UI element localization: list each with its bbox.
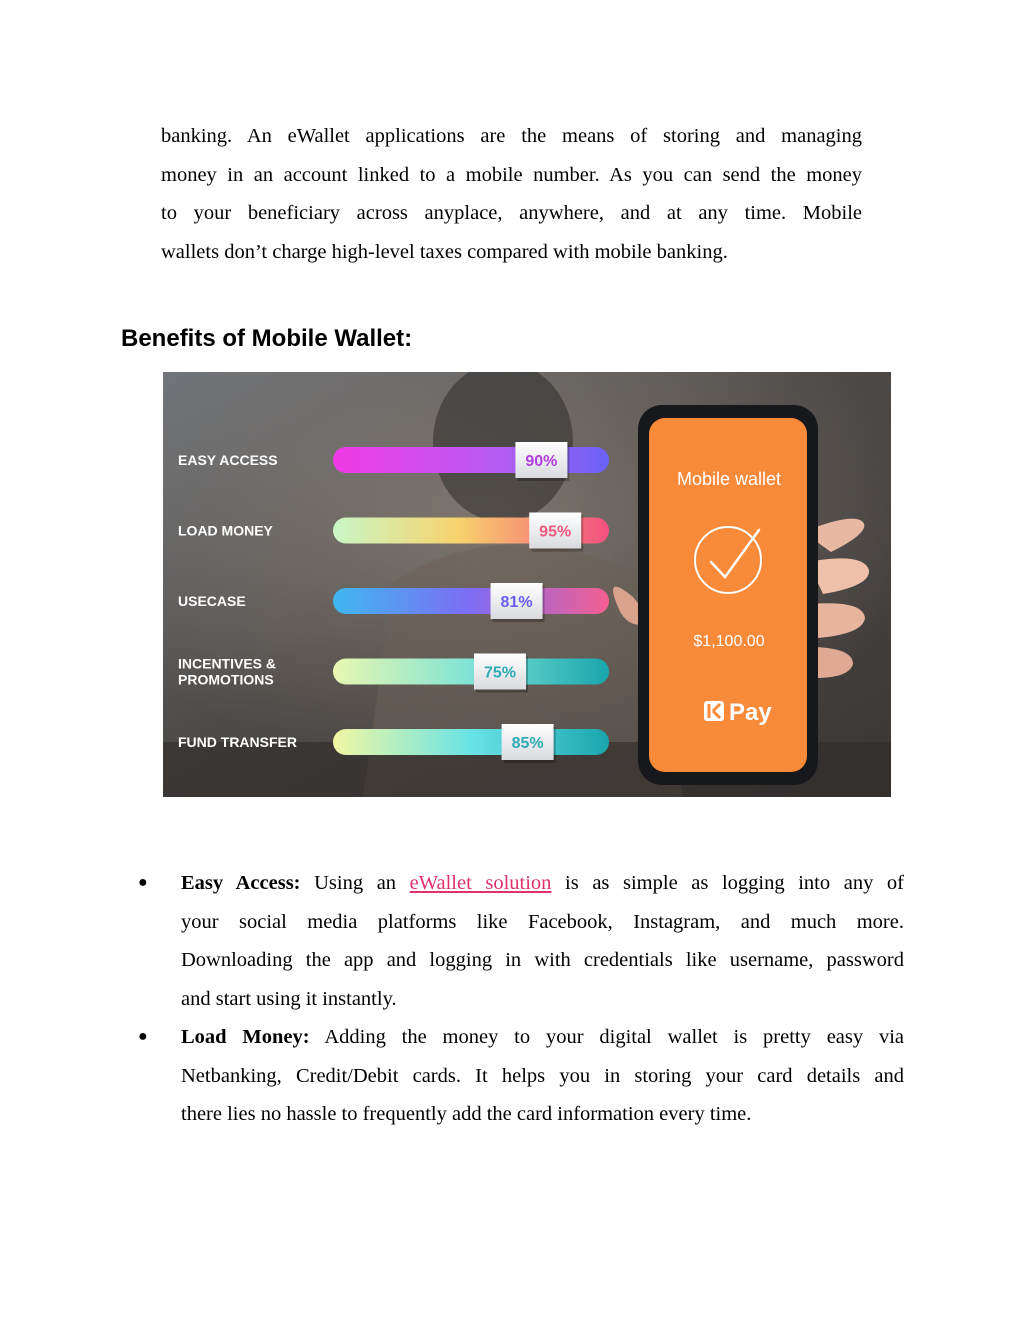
- list-item: [138, 864, 904, 1018]
- bullet-line: Downloading the app and logging in with credentials like username, password: [181, 949, 904, 971]
- value-label: 95%: [539, 523, 572, 541]
- bar-label: PROMOTIONS: [178, 671, 274, 688]
- bullet-text: Using an: [314, 872, 397, 894]
- bar-label: USECASE: [178, 593, 246, 609]
- bar-label: INCENTIVES &: [178, 655, 277, 672]
- bullet-line: Netbanking, Credit/Debit cards. It helps you in storing your card details and: [181, 1064, 904, 1087]
- bar-label: FUND TRANSFER: [178, 734, 297, 750]
- bullet-label: Load Money:: [181, 1026, 310, 1048]
- intro-line: to your beneficiary across anyplace, anywhere, and at any time. Mobile: [161, 202, 862, 224]
- bullet-icon: ●: [138, 874, 148, 891]
- ewallet-solution-link[interactable]: eWallet solution: [409, 872, 552, 894]
- section-heading: Benefits of Mobile Wallet:: [121, 325, 413, 352]
- phone-amount: $1,100.00: [693, 633, 765, 650]
- bar-label: LOAD MONEY: [178, 522, 273, 539]
- bullet-line: [181, 1018, 904, 1057]
- value-label: 81%: [500, 594, 533, 611]
- list-item: [138, 1018, 904, 1134]
- bullet-icon: ●: [138, 1028, 148, 1045]
- phone-title: Mobile wallet: [676, 469, 782, 489]
- pay-logo-text: Pay: [729, 699, 772, 726]
- bullet-line: your social media platforms like Facebook, Instagram, and much more.: [181, 910, 904, 933]
- bullet-line: [181, 864, 904, 903]
- bar-track: [333, 659, 609, 685]
- bullet-text: is as simple as logging into any of: [565, 872, 905, 894]
- infographic-svg: [163, 372, 891, 797]
- bar-track: [333, 588, 609, 614]
- value-label: 85%: [511, 735, 544, 752]
- bullet-text: Adding the money to your digital wallet is pretty easy via: [324, 1026, 905, 1048]
- mobile-wallet-infographic: [163, 372, 891, 797]
- intro-line: money in an account linked to a mobile number. As you can send the money: [161, 163, 862, 186]
- bar-track: [333, 729, 609, 755]
- value-label: 75%: [483, 664, 517, 682]
- bullet-line: and start using it instantly.: [181, 987, 397, 1010]
- intro-line: banking. An eWallet applications are the means of storing and managing: [161, 125, 862, 147]
- bullet-line: there lies no hassle to frequently add the card information every time.: [181, 1103, 752, 1125]
- benefits-list: [138, 864, 904, 1134]
- bullet-label: Easy Access:: [181, 872, 301, 894]
- intro-line: wallets don’t charge high-level taxes compared with mobile banking.: [161, 240, 728, 263]
- value-label: 90%: [525, 453, 558, 470]
- phone: [638, 405, 818, 785]
- bar-label: EASY ACCESS: [178, 452, 278, 468]
- intro-paragraph: [161, 117, 862, 271]
